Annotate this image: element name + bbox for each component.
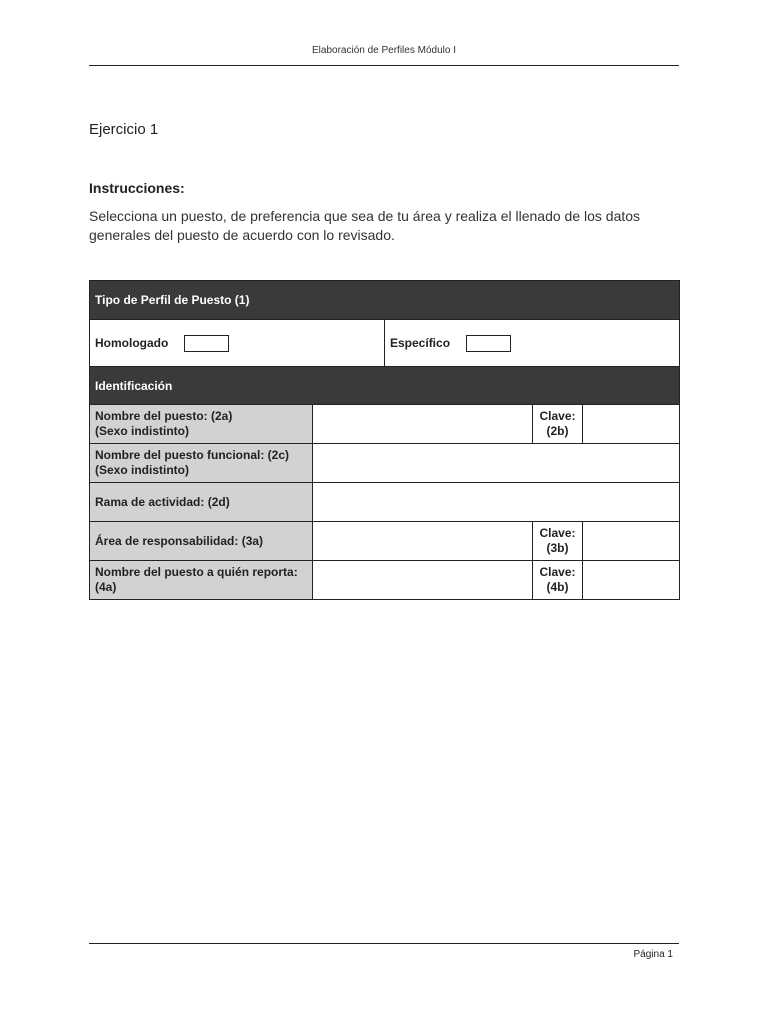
functional-name-label-line1: Nombre del puesto funcional: (2c)	[95, 448, 290, 462]
activity-branch-field[interactable]	[313, 483, 679, 521]
activity-branch-label: Rama de actividad: (2d)	[90, 483, 313, 521]
page-header: Elaboración de Perfiles Módulo I	[312, 45, 456, 56]
exercise-title: Ejercicio 1	[89, 121, 159, 138]
homologado-cell	[90, 320, 385, 366]
functional-name-field[interactable]	[313, 444, 679, 482]
instructions-heading: Instrucciones:	[89, 180, 185, 196]
job-key-label-line1: Clave:	[539, 409, 576, 423]
job-key-field[interactable]	[583, 405, 679, 443]
reports-to-label	[90, 561, 313, 599]
profile-type-row	[90, 319, 679, 366]
job-key-label	[533, 405, 583, 443]
identification-header: Identificación	[90, 366, 679, 404]
reports-to-label-line2: (4a)	[95, 580, 117, 594]
especifico-checkbox[interactable]	[466, 335, 511, 352]
form-row-functional-name	[90, 443, 679, 482]
reports-to-label-line1: Nombre del puesto a quién reporta:	[95, 565, 298, 579]
job-name-label-line1: Nombre del puesto: (2a)	[95, 409, 233, 423]
form-row-activity-branch	[90, 482, 679, 521]
especifico-label: Específico	[390, 336, 451, 350]
job-key-label-line2: (2b)	[546, 424, 569, 438]
form-row-reports-to	[90, 560, 679, 599]
reports-to-key-field[interactable]	[583, 561, 679, 599]
reports-to-key-label-line1: Clave:	[539, 565, 576, 579]
area-key-label	[533, 522, 583, 560]
instructions-body: Selecciona un puesto, de preferencia que sea de tu área y realiza el llenado de los datos generales del puesto de acuerdo con lo revisado.	[89, 208, 641, 243]
job-name-label	[90, 405, 313, 443]
reports-to-key-label	[533, 561, 583, 599]
job-name-field[interactable]	[313, 405, 533, 443]
profile-form	[89, 280, 680, 600]
responsibility-area-label: Área de responsabilidad: (3a)	[90, 522, 313, 560]
area-key-label-line2: (3b)	[546, 541, 569, 555]
functional-name-label	[90, 444, 313, 482]
reports-to-key-label-line2: (4b)	[546, 580, 569, 594]
responsibility-area-field[interactable]	[313, 522, 533, 560]
page-number: Página 1	[633, 949, 673, 960]
profile-type-header: Tipo de Perfil de Puesto (1)	[90, 281, 679, 319]
reports-to-field[interactable]	[313, 561, 533, 599]
homologado-checkbox[interactable]	[184, 335, 229, 352]
job-name-label-line2: (Sexo indistinto)	[95, 424, 189, 438]
area-key-field[interactable]	[583, 522, 679, 560]
area-key-label-line1: Clave:	[539, 526, 576, 540]
homologado-label: Homologado	[95, 336, 169, 350]
form-row-job-name	[90, 404, 679, 443]
especifico-cell	[385, 320, 679, 366]
functional-name-label-line2: (Sexo indistinto)	[95, 463, 189, 477]
form-row-responsibility-area	[90, 521, 679, 560]
footer-divider	[89, 943, 679, 944]
header-divider	[89, 65, 679, 66]
